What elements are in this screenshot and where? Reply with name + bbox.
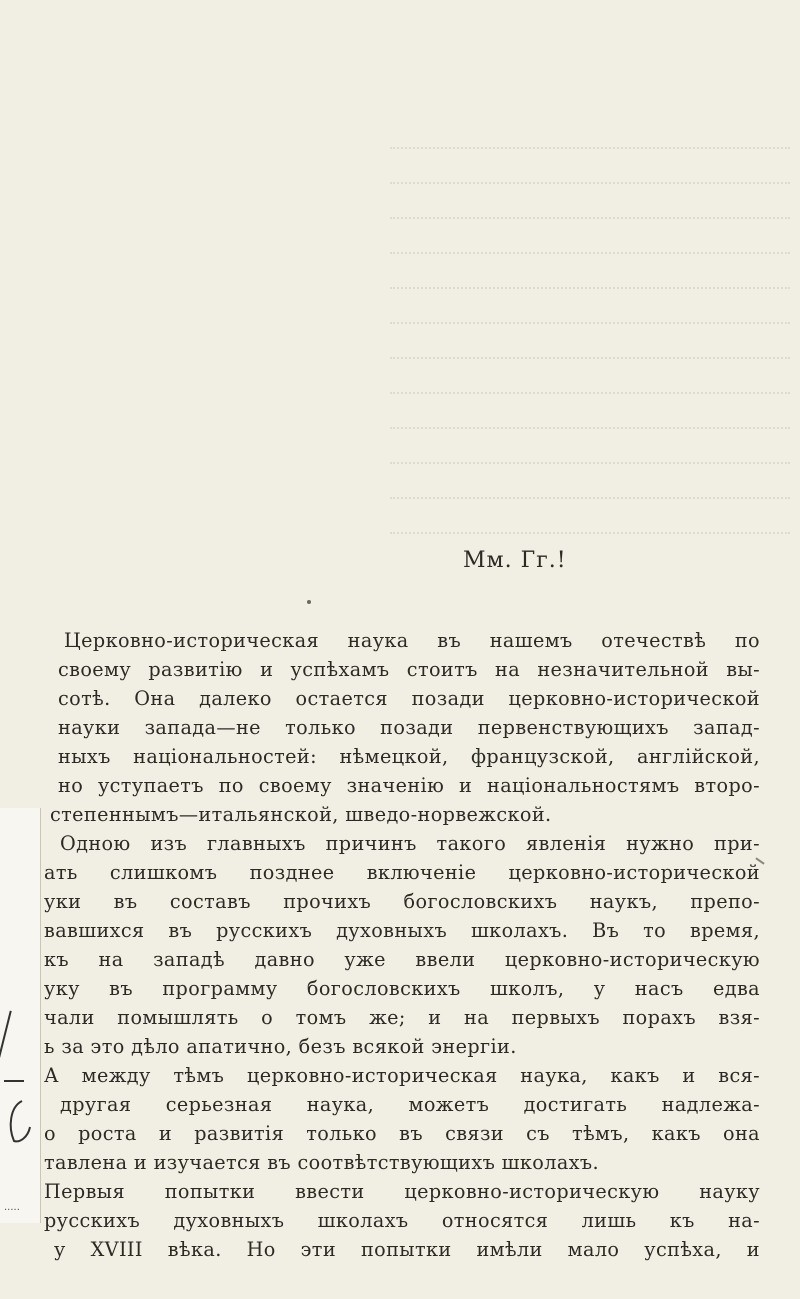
text-line: о роста и развитія только въ связи съ тѣмъ, какъ она [44,1122,760,1145]
text-line: къ на западѣ давно уже ввели церковно-историческую [44,948,760,971]
text-line: Одною изъ главныхъ причинъ такого явленія нужно при- [60,832,760,855]
ink-speck [307,600,311,604]
text-line: уку въ программу богословскихъ школъ, у насъ едва [44,977,760,1000]
text-line: сотѣ. Она далеко остается позади церковно-исторической [58,687,760,710]
ink-dots: ····· [4,1205,20,1216]
salutation: Мм. Гг.! [463,548,567,573]
text-line: уки въ составъ прочихъ богословскихъ наукъ, препо- [44,890,760,913]
text-line: ь за это дѣло апатично, безъ всякой энергіи. [44,1035,517,1058]
text-line: чали помышлять о томъ же; и на первыхъ порахъ взя- [44,1006,760,1029]
text-line: своему развитію и успѣхамъ стоитъ на незначительной вы- [58,658,760,681]
pencil-mark [4,1080,24,1082]
text-line: но уступаетъ по своему значенію и національностямъ второ- [58,774,760,797]
text-line: А между тѣмъ церковно-историческая наука, какъ и вся- [44,1064,760,1087]
text-line: ныхъ національностей: нѣмецкой, французской, англійской, [58,745,760,768]
text-line: Церковно-историческая наука въ нашемъ отечествѣ по [64,629,760,652]
text-line: русскихъ духовныхъ школахъ относятся лишь къ на- [44,1209,760,1232]
bleed-through-text [390,120,790,540]
pencil-mark [2,1097,34,1145]
text-line: другая серьезная наука, можетъ достигать надлежа- [60,1093,760,1116]
text-line: степеннымъ—итальянской, шведо-норвежской. [50,803,552,826]
text-line: вавшихся въ русскихъ духовныхъ школахъ. Въ то время, [44,919,760,942]
text-line: тавлена и изучается въ соотвѣтствующихъ школахъ. [44,1151,600,1174]
paper-slip-overlay [0,808,41,1223]
text-line: науки запада—не только позади первенствующихъ запад- [58,716,760,739]
text-line: у XVIII вѣка. Но эти попытки имѣли мало успѣха, и [54,1238,760,1261]
text-line: Первыя попытки ввести церковно-историческую науку [44,1180,760,1203]
text-line: ать слишкомъ позднее включеніе церковно-исторической [44,861,760,884]
